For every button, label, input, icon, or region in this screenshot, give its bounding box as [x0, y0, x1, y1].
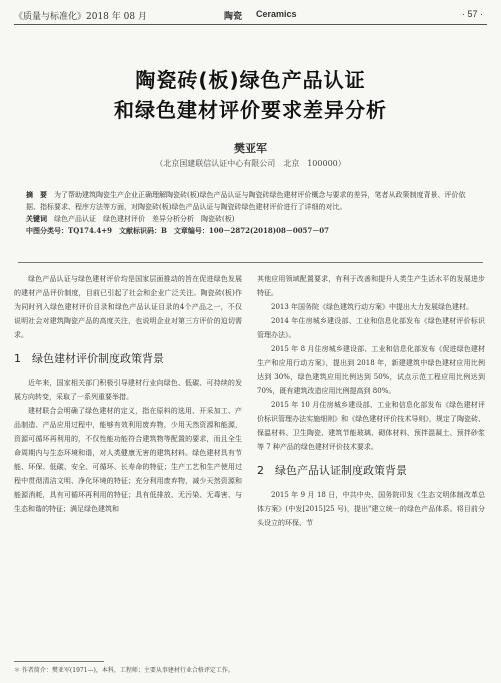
classification-line: 中图分类号：TQ174.4+9 文献标识码：B 文章编号：100－2872(2018)08－0057－07 [26, 226, 330, 235]
right-paragraph-2: 2013 年国务院《绿色建筑行动方案》中提出大力发展绿色建材。 [271, 303, 474, 311]
footnote-rule [14, 661, 104, 662]
abstract-rule [18, 262, 483, 263]
journal-name: 《质量与标准化》2018 年 08 月 [14, 12, 147, 22]
keywords-label: 关键词 [26, 214, 47, 223]
section1-paragraph-1: 近年来，国家相关部门积极引导建材行业向绿色、低碳、可持续的发展方向转变，采取了一系列重要举措。 [14, 379, 242, 401]
page-number: · 57 · [461, 9, 483, 19]
intro-paragraph: 绿色产品认证与绿色建材评价均是国家层面推动的旨在促进绿色发展的建材产品评价制度，目前已引起了社会和企业广泛关注。陶瓷砖(板)作为同时列入绿色建材评价目录和绿色产品认证目录的4个产品之一，不仅说明社会对建筑陶瓷产品的高度关注，也说明企业对第三方评价的迫切需求。 [14, 275, 242, 339]
section2-heading: 2 绿色产品认证制度政策背景 [257, 464, 407, 477]
abstract-paragraph [26, 189, 477, 213]
section1-paragraph-2: 建材联合会明确了绿色建材的定义，指在原料的选用、开采加工、产品制造、产品应用过程中，能够有效利用废弃物，少用天然资源和能源，资源可循环再利用的，不仅性能功能符合建筑物等配置的要求，而且全生命周期内与生态环境和谐，对人类健康无害的建筑材料。绿色建材具有节能、环保、低碳、安全、可循环、长寿命的特征；生产工艺和生产使用过程中贯彻清洁文明、净化环境的特征；充分利用废弃物，减少天然资源和能源消耗，具有可循环再利用的特征；具有低排放、无污染、无毒害、与生态和谐的特征；满足绿色建筑和 [14, 407, 242, 513]
abstract-text: 为了帮助建筑陶瓷生产企业正确理解陶瓷砖(板)绿色产品认证与陶瓷砖绿色建材评价概念与要求的差异，笔者从政策制度背景、评价依据、指标要求、程序方法等方面，对陶瓷砖(板)绿色产品认证与陶瓷砖绿色建材评价进行了详细的对比。 [26, 191, 466, 211]
right-paragraph-3: 2014 年住房城乡建设部、工业和信息化部发布《绿色建材评价标识管理办法》。 [257, 317, 485, 339]
right-paragraph-6: 2015 年 9 月 18 日，中共中央、国务院印发《生态文明体制改革总体方案》(中发[2015]25 号)，提出"建立统一的绿色产品体系。将目前分头设立的环保、节 [257, 491, 485, 527]
left-column [14, 272, 242, 516]
section-name-en: Ceramics [256, 9, 297, 19]
keywords-text: 绿色产品认证 绿色建材评价 差异分析分析 陶瓷砖(板) [54, 215, 235, 223]
right-paragraph-5: 2015 年 10 月住房城乡建设部、工业和信息化部发布《绿色建材评价标识管理办法实施细则》和《绿色建材评价技术导则》，规定了陶瓷砖、保温材料、卫生陶瓷、建筑节能玻璃、砌体材料、预拌混凝土、预拌砂浆等 7 种产品的绿色建材评价技术要求。 [257, 401, 485, 451]
abstract-label: 摘 要 [26, 190, 47, 199]
keywords-line [26, 213, 477, 225]
article-title-line2: 和绿色建材评价要求差异分析 [114, 98, 387, 122]
header-rule [14, 24, 487, 25]
page-header [14, 9, 487, 25]
section1-heading: 1 绿色建材评价制度政策背景 [14, 352, 164, 365]
article-title-line1: 陶瓷砖(板)绿色产品认证 [135, 68, 366, 92]
author-affiliation: （北京国建联信认证中心有限公司 北京 100000） [155, 159, 346, 168]
right-paragraph-4: 2015 年 8 月住房城乡建设部、工业和信息化部发布《促进绿色建材生产和应用行动方案》，提出到 2018 年，新建建筑中绿色建材应用比例达到 30%，绿色建筑应用比例达到 50%，试点示范工程应用比例达到 70%，既有建筑改造应用比例提高到 80%。 [257, 345, 485, 395]
abstract-block [26, 189, 477, 237]
right-paragraph-1: 其他应用领域配置要求，有利于改善和提升人类生产生活水平的发展进步特征。 [257, 275, 485, 297]
author-footnote: ＊ 作者简介：樊亚军(1971—)，本科，工程师；主要从事建材行业合格评定工作。 [14, 667, 234, 674]
author-name: 樊亚军 [234, 142, 267, 155]
section-name-cn: 陶瓷 [224, 12, 243, 22]
right-column [257, 272, 485, 530]
